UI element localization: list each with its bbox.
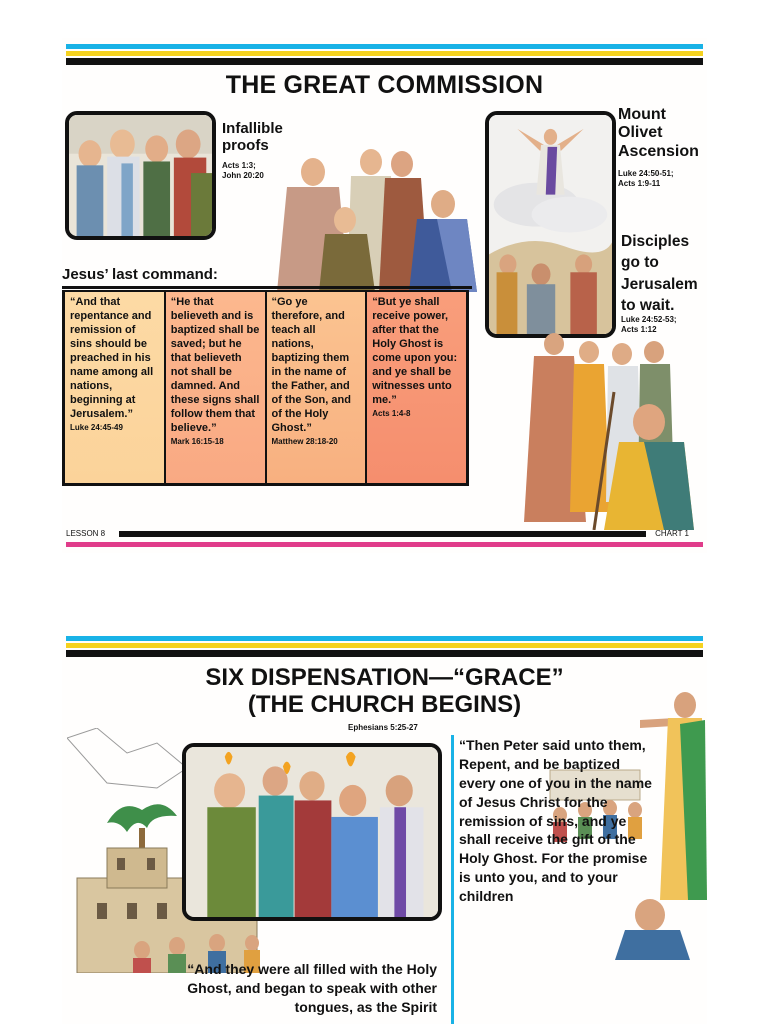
header-stripes xyxy=(66,636,703,659)
walking-disciples-illustration xyxy=(494,332,699,530)
infallible-proofs-illustration xyxy=(65,111,216,240)
holy-ghost-quote: “And they were all filled with the Holy Ghost, and began to speak with other tongues, as the Spirit xyxy=(187,961,437,1015)
verse-ref: Mark 16:15-18 xyxy=(170,436,224,446)
chart-reference: Ephesians 5:25-27 xyxy=(348,723,418,732)
footer-bar xyxy=(66,528,703,547)
chart-title: SIX DISPENSATION—“GRACE” (THE CHURCH BEGINS) xyxy=(205,664,564,719)
great-commission-chart xyxy=(62,38,707,553)
header-stripes xyxy=(66,44,703,67)
ascension-illustration xyxy=(485,111,616,338)
pentecost-illustration xyxy=(182,743,442,921)
verse-cell-mark xyxy=(166,292,267,483)
ascension-label: Mount Olivet Ascension xyxy=(618,106,699,160)
infallible-proofs-label: Infallible proofs xyxy=(222,120,283,155)
ascension-ref: Luke 24:50-51; Acts 1:9-11 xyxy=(618,169,674,188)
verse-text: “He that believeth and is baptized shall be saved; but he that believeth not shall be damned. And these signs shall follow them that believe.” xyxy=(170,296,260,434)
lesson-number: LESSON 8 xyxy=(66,529,106,538)
verse-text: “But ye shall receive power, after that the Holy Ghost is come upon you: and ye shall be witnesses unto me.” xyxy=(372,296,458,406)
chart-number: CHART 1 xyxy=(655,529,689,538)
verse-cell-acts xyxy=(367,292,466,483)
verse-text: “And that repentance and remission of sins should be preached in his name among all nations, beginning at Jerusalem.” xyxy=(70,296,154,420)
commission-verses-table xyxy=(62,290,469,486)
verse-ref: Matthew 28:18-20 xyxy=(271,436,338,446)
grace-dispensation-chart xyxy=(62,630,707,1024)
peter-quote: “Then Peter said unto them, Repent, and be baptized every one of you in the name of Jesus Christ for the remission of sins, and ye shall receive the gift of the Holy Ghost. For the promise is unto you, and to your children xyxy=(459,737,652,905)
disciples-go-ref: Luke 24:52-53; Acts 1:12 xyxy=(621,315,677,334)
verse-ref: Acts 1:4-8 xyxy=(372,408,411,418)
disciples-group-illustration xyxy=(267,142,479,292)
verse-ref: Luke 24:45-49 xyxy=(70,422,123,432)
column-divider xyxy=(451,735,454,1024)
last-command-heading: Jesus’ last command: xyxy=(62,266,218,283)
disciples-go-label: Disciples go to Jerusalem to wait. xyxy=(621,233,698,315)
verse-cell-matthew xyxy=(267,292,368,483)
infallible-proofs-ref: Acts 1:3; John 20:20 xyxy=(222,161,264,180)
verse-cell-luke xyxy=(65,292,166,483)
last-command-underline xyxy=(62,286,472,289)
verse-text: “Go ye therefore, and teach all nations, baptizing them in the name of the Father, and of the Son, and of the Holy Ghost.” xyxy=(271,296,351,434)
chart-title: THE GREAT COMMISSION xyxy=(225,71,544,99)
